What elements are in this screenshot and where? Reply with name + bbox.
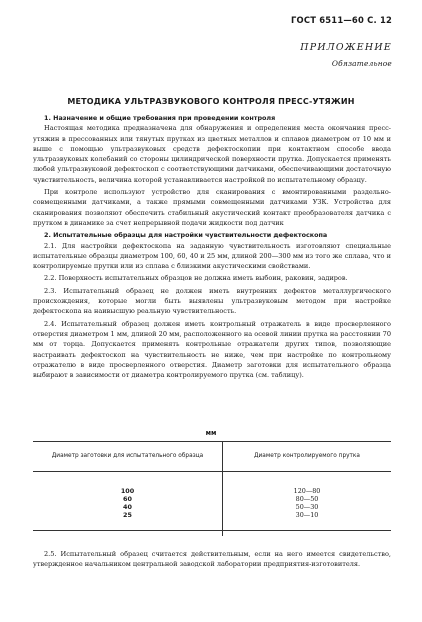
section-heading-1: 1. Назначение и общие требования при проведении контроля (44, 114, 276, 122)
blank-diameter-cell (33, 472, 223, 537)
table-cell: 80—50 (295, 495, 319, 504)
document-footer-text (33, 549, 391, 570)
table-cell: 50—30 (295, 503, 319, 512)
table-cell: 60 (123, 495, 132, 504)
table-cell: 120—80 (293, 487, 321, 495)
table-bottom-rule (33, 530, 391, 531)
document-body (33, 113, 391, 380)
appendix-status: Обязательное (331, 59, 392, 68)
document-header: ГОСТ 6511—60 С. 12 (291, 15, 392, 25)
paragraph: Настоящая методика предназначена для обнаружения и определения места окончания пресс-утяжин в прессованных или тянутых прутках из цветных металлов и сплавов диаметром от 10 мм и выше с помощью ультразвуковых средств дефектоскопии при контактном способе ввода ультразвуковых колебаний со стороны цилиндрической поверхности прутка. Допускается применять любой ультразвуковой дефектоскоп с соответствующими датчиками, обеспечивающими достаточную чувствительность, величина которой устанавливается настройкой по испытательному образцу. (33, 124, 391, 184)
paragraph: 2.4. Испытательный образец должен иметь контрольный отражатель в виде просверленного отверстия диаметром 1 мм, длиной 20 мм, расположенного на осевой линии прутка на расстоянии 70 мм от торца. Допускается применять контрольные отражатели других типов, позволяющие настраивать дефектоскоп на чувствительность не ниже, чем при настройке по контрольному отражателю в виде просверленного отверстия. Диаметр заготовки для испытательного образца выбирают в зависимости от диаметра контролируемого прутка (см. таблицу). (33, 319, 391, 380)
table-cell: 100 (120, 487, 135, 495)
table-cell: 40 (123, 503, 132, 512)
column-header: Диаметр заготовки для испытательного образца (33, 442, 223, 472)
table-row (33, 472, 391, 537)
paragraph: При контроле используют устройство для сканирования с вмонтированными раздельно-совмещенными датчиками, а также прямыми совмещенными датчиками УЗК. Устройства для сканирования позволяют обеспечить стабильный акустический контакт преобразователя датчика с прутком в динамике за счет непрерывной подачи жидкости под датчик (33, 188, 391, 227)
rod-diameter-cell (223, 472, 392, 537)
section-heading-2: 2. Испытательные образцы для настройки чувствительности дефектоскопа (44, 231, 328, 240)
table-header-row (33, 442, 391, 472)
appendix-title: ПРИЛОЖЕНИЕ (300, 42, 392, 53)
paragraph: 2.5. Испытательный образец считается действительным, если на него имеется свидетельство, утвержденное начальником центральной заводской лаборатории предприятия-изготовителя. (33, 550, 391, 569)
paragraph: 2.2. Поверхность испытательных образцов не должна иметь выбоин, раковин, задиров. (44, 274, 348, 283)
column-header: Диаметр контролируемого прутка (223, 442, 392, 472)
table-cell: 25 (123, 511, 132, 520)
paragraph: 2.3. Испытательный образец не должен иметь внутренних дефектов металлургического происхождения, которые могли быть выявлены ультразвуковым методом при настройке дефектоскопа на наивысшую реальную чувствительность. (33, 286, 391, 316)
document-title: МЕТОДИКА УЛЬТРАЗВУКОВОГО КОНТРОЛЯ ПРЕСС-УТЯЖИН (67, 97, 355, 106)
table-unit: мм (205, 429, 217, 437)
paragraph: 2.1. Для настройки дефектоскопа на заданную чувствительность изготовляют специальные испытательные образцы диаметром 100, 60, 40 и 25 мм, длиной 200—300 мм из того же сплава, что и контролируемые прутки или из сплава с близкими акустическими свойствами. (33, 241, 391, 271)
diameter-table (33, 441, 391, 536)
table-cell: 30—10 (295, 511, 319, 520)
